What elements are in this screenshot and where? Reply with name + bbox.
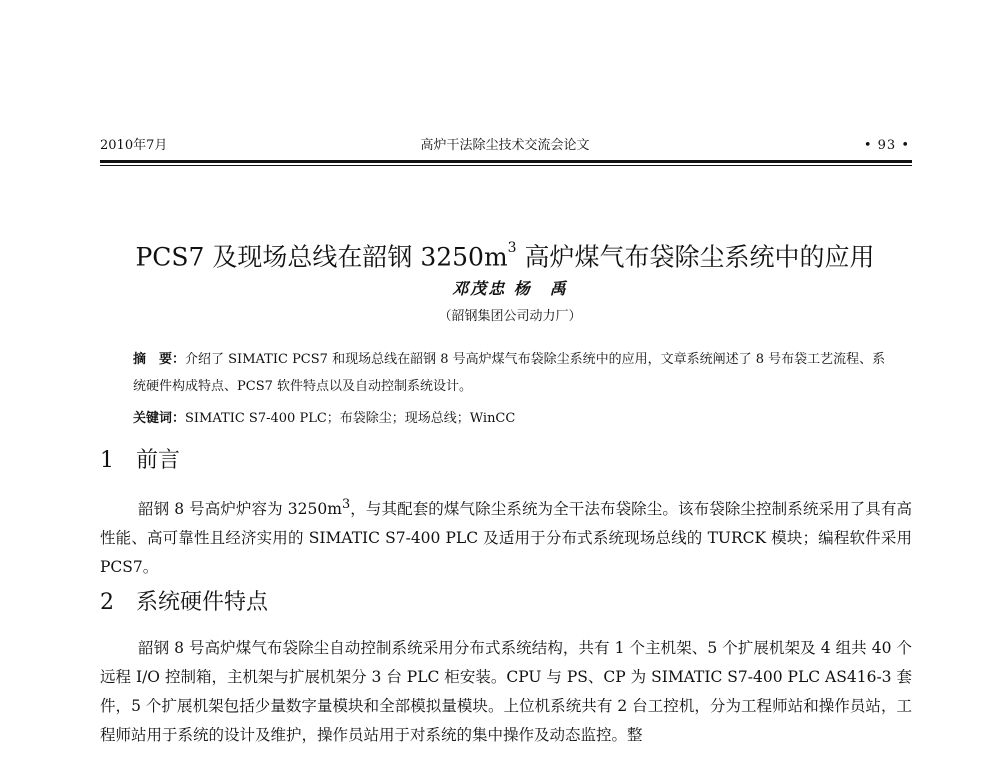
affiliation: （韶钢集团公司动力厂）	[438, 309, 582, 324]
section-heading-2	[100, 588, 268, 618]
title-superscript: 3	[507, 239, 517, 256]
section-number: 2	[100, 590, 114, 615]
section-heading-1	[100, 446, 180, 476]
title-main-before: PCS7 及现场总线在韶钢 3250m	[135, 242, 508, 272]
authors: 邓茂忠 杨 禹	[452, 279, 568, 298]
header-page-number: • 93 •	[863, 138, 910, 153]
section-title: 系统硬件特点	[136, 590, 269, 615]
header-rule-thin	[100, 165, 912, 166]
keywords-text: SIMATIC S7-400 PLC；布袋除尘；现场总线；WinCC	[185, 411, 516, 426]
title-main-after: 高炉煤气布袋除尘系统中的应用	[516, 242, 875, 272]
paragraph-superscript: 3	[341, 497, 351, 512]
section-2-paragraph: 韶钢 8 号高炉煤气布袋除尘自动控制系统采用分布式系统结构，共有 1 个主机架、5 个扩展机架及 4 组共 40 个远程 I/O 控制箱，主机架与扩展机架分 3 台 PLC 柜安装。CPU 与 PS、CP 为 SIMATIC S7-400 PLC AS416-3 套件，5 个扩展机架包括少量数字量模块和全部模拟量模块。上位机系统共有 2 台工控机，分为工程师站和操作员站，工程师站用于系统的设计及维护，操作员站用于对系统的集中操作及动态监控。整	[100, 639, 912, 744]
abstract	[133, 346, 893, 400]
keywords-label: 关键词：	[133, 411, 186, 426]
keywords	[133, 408, 893, 430]
abstract-text: 介绍了 SIMATIC PCS7 和现场总线在韶钢 8 号高炉煤气布袋除尘系统中的应用，文章系统阐述了 8 号布袋工艺流程、系统硬件构成特点、PCS7 软件特点以及自动控制系统设计。	[133, 352, 886, 394]
section-number: 1	[100, 448, 114, 473]
section-1-paragraph	[100, 490, 912, 582]
header-rule-thick	[100, 160, 912, 163]
paragraph-text-after: ，与其配套的煤气除尘系统为全干法布袋除尘。该布袋除尘控制系统采用了具有高性能、高可靠性且经济实用的 SIMATIC S7-400 PLC 及适用于分布式系统现场总线的 TURCK 模块；编程软件采用 PCS7。	[100, 500, 912, 577]
abstract-label: 摘 要：	[133, 352, 186, 367]
header-date: 2010年7月	[100, 138, 168, 153]
running-header	[100, 136, 910, 156]
header-journal: 高炉干法除尘技术交流会论文	[420, 138, 590, 153]
paragraph-text-before: 韶钢 8 号高炉炉容为 3250m	[138, 500, 342, 519]
section-title: 前言	[136, 448, 181, 473]
paper-title	[80, 232, 930, 277]
